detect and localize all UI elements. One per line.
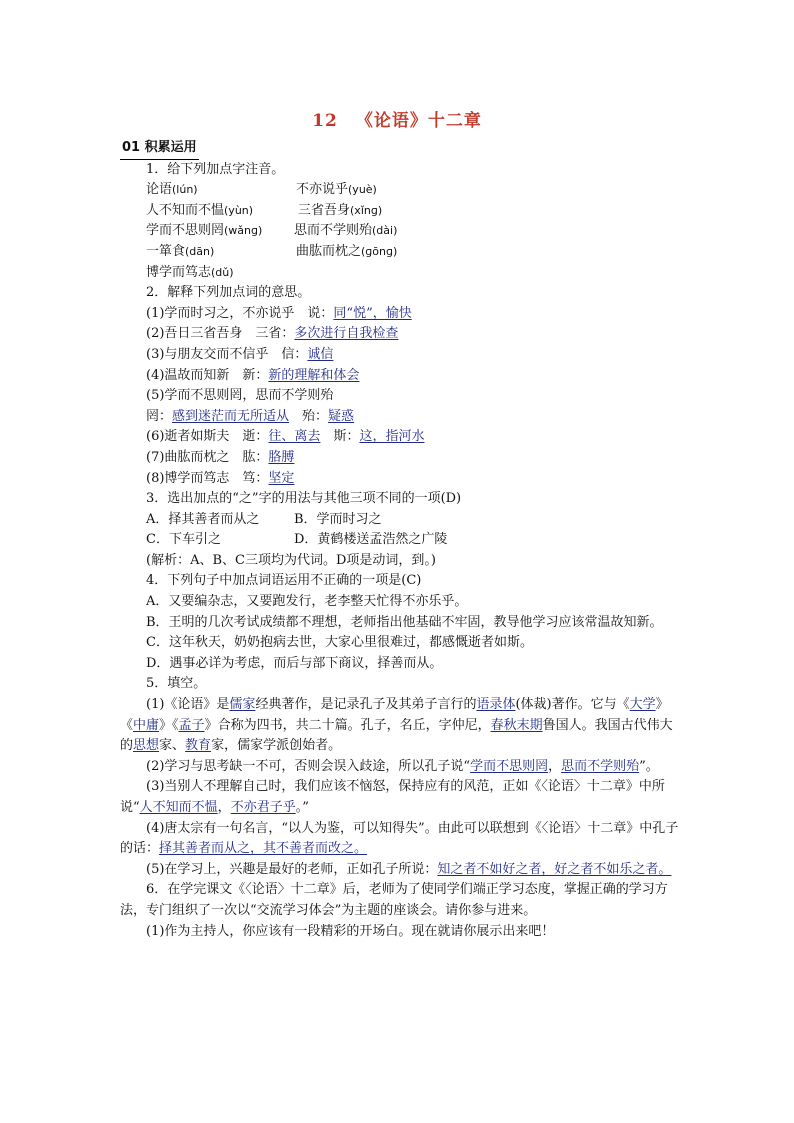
worksheet-body [120, 138, 680, 942]
q5-item-4: (4)唐太宗有一句名言，“以人为鉴，可以知得失”。由此可以联想到《〈论语〉十二章》中孔子的话：择其善者而从之，其不善者而改之。 [120, 820, 679, 857]
q5-item-5: (5)在学习上，兴趣是最好的老师，正如孔子所说：知之者不如好之者，好之者不如乐之者。 [146, 861, 672, 877]
answer-blank: 多次进行自我检查 [294, 326, 399, 342]
answer-blank: 感到迷茫而无所适从 [172, 408, 290, 424]
lesson-title: 《论语》十二章 [355, 111, 482, 131]
q4-option: B．王明的几次考试成绩都不理想，老师指出他基础不牢固，教导他学习应该常温故知新。 [146, 614, 663, 630]
q5-item-1: (1)《论语》是儒家经典著作，是记录孔子及其弟子言行的语录体(体裁)著作。它与《大学》《中庸》《孟子》合称为四书，共二十篇。孔子，名丘，字仲尼，春秋末期鲁国人。我国古代伟大的思想家、教育家，儒家学派创始者。 [120, 697, 673, 754]
q3-options: C．下车引之 D．黄鹤楼送孟浩然之广陵 [146, 532, 448, 548]
answer-blank: 诚信 [307, 346, 334, 362]
question-5-stem: 5．填空。 [146, 676, 207, 692]
question-2-stem: 2．解释下列加点词的意思。 [146, 285, 311, 301]
q2-item: (2)吾日三省吾身 三省：多次进行自我检查 [146, 326, 399, 342]
q3-options: A．择其善者而从之 B．学而时习之 [146, 511, 382, 527]
q2-item: 罔：感到迷茫而无所适从 殆：疑惑 [146, 408, 355, 424]
q2-item: (4)温故而知新 新：新的理解和体会 [146, 367, 360, 383]
q5-item-2: (2)学习与思考缺一不可，否则会误入歧途，所以孔子说“学而不思则罔，思而不学则殆”。 [146, 758, 659, 774]
answer-blank: 往、离去 [268, 429, 321, 445]
answer-blank: 同“悦”，愉快 [333, 305, 412, 321]
q4-option: C．这年秋天，奶奶抱病去世，大家心里很难过，都感慨逝者如斯。 [146, 635, 533, 651]
q1-row: 论语(lún) 不亦说乎(yuè) [146, 182, 377, 198]
q1-row: 一箪食(dān) 曲肱而枕之(ɡōnɡ) [146, 243, 398, 259]
q1-row: 人不知而不愠(yùn) 三省吾身(xǐnɡ) [146, 202, 383, 218]
page-title [0, 106, 794, 131]
answer-blank: 疑惑 [328, 408, 355, 424]
answer-blank: 新的理解和体会 [268, 367, 360, 383]
question-6-stem: 6．在学完课文《〈论语〉十二章》后，老师为了使同学们端正学习态度，掌握正确的学习方法，专门组织了一次以“交流学习体会”为主题的座谈会。请你参与进来。 [120, 882, 668, 918]
question-1-stem: 1．给下列加点字注音。 [146, 161, 285, 177]
q2-item: (7)曲肱而枕之 肱：胳膊 [146, 449, 295, 465]
q2-item: (1)学而时习之，不亦说乎 说：同“悦”，愉快 [146, 305, 412, 321]
q2-item: (5)学而不思则罔，思而不学则殆 [146, 388, 334, 404]
question-4-stem: 4．下列句子中加点词语运用不正确的一项是(C) [146, 573, 422, 589]
q2-item: (8)博学而笃志 笃：坚定 [146, 470, 295, 486]
answer-blank: 这，指河水 [359, 429, 425, 445]
answer-blank: 胳膊 [268, 449, 295, 465]
q1-row: 学而不思则罔(wǎnɡ) 思而不学则殆(dài) [146, 223, 398, 239]
q4-option: A．又要编杂志，又要跑发行，老李整天忙得不亦乐乎。 [146, 594, 468, 610]
q1-row: 博学而笃志(dǔ) [146, 264, 234, 280]
answer-blank: 坚定 [268, 470, 295, 486]
q4-option: D．遇事必详为考虑，而后与部下商议，择善而从。 [146, 655, 443, 671]
q3-explanation: (解析：A、B、C三项均为代词。D项是动词，到。) [146, 552, 436, 568]
question-3-stem: 3．选出加点的“之”字的用法与其他三项不同的一项(D) [146, 491, 462, 507]
q2-item: (3)与朋友交而不信乎 信：诚信 [146, 346, 334, 362]
q5-item-3: (3)当别人不理解自己时，我们应该不恼怒，保持应有的风范，正如《〈论语〉十二章》中所说“人不知而不愠，不亦君子乎。” [120, 779, 665, 815]
q6-item-1: (1)作为主持人，你应该有一段精彩的开场白。现在就请你展示出来吧！ [146, 923, 555, 939]
q2-item: (6)逝者如斯夫 逝：往、离去 斯：这，指河水 [146, 429, 425, 445]
lesson-number: 12 [312, 111, 338, 131]
section-heading: 01 积累运用 [94, 138, 680, 160]
